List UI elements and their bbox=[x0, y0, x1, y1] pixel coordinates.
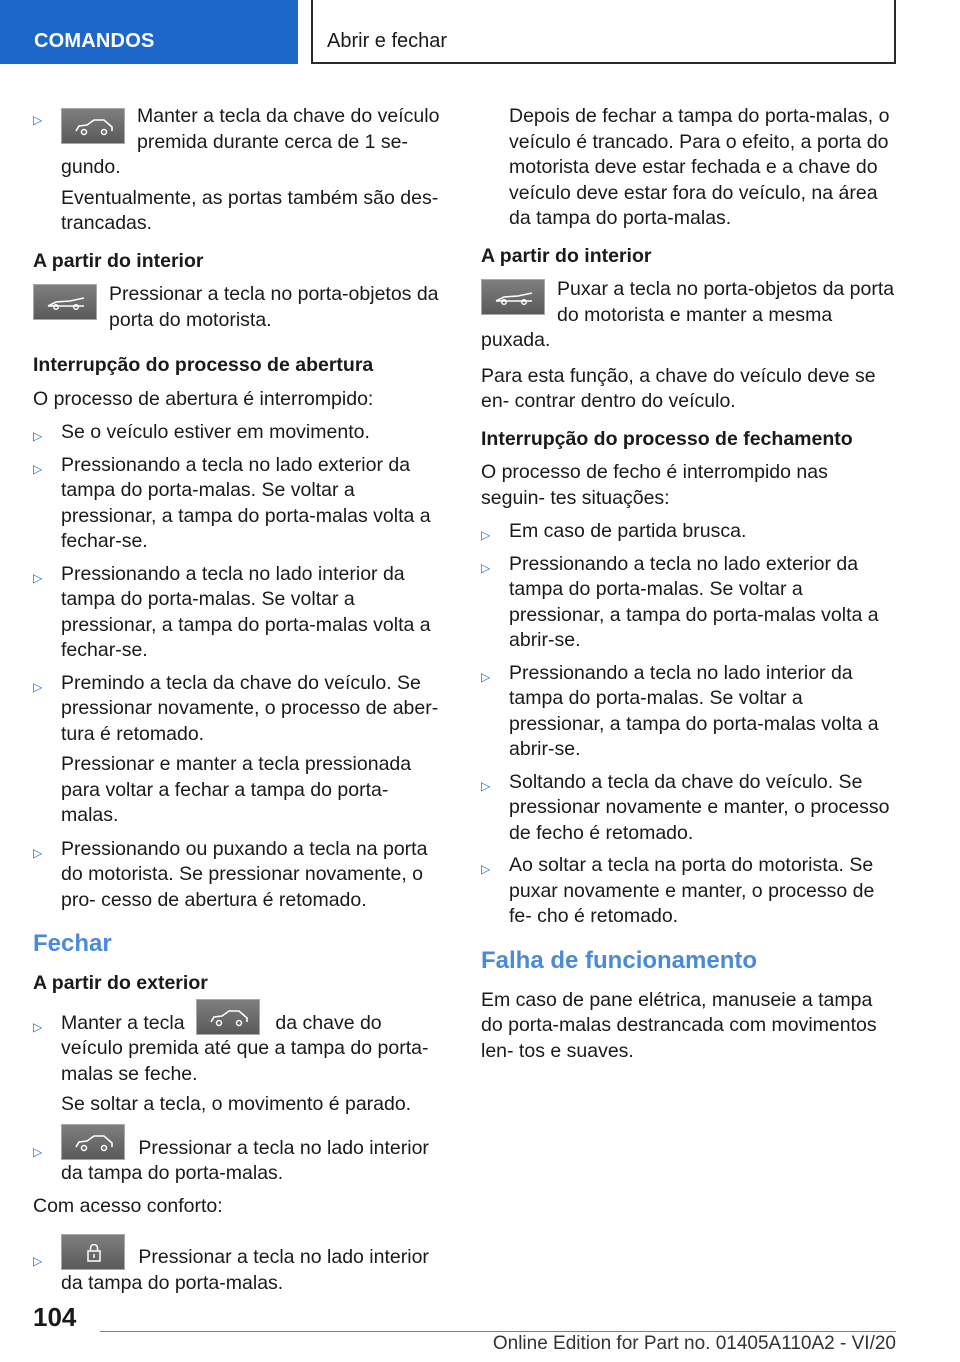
subheading: A partir do interior bbox=[481, 244, 652, 267]
body-text: Com acesso conforto: bbox=[33, 1194, 223, 1217]
body-text: Premindo a tecla da chave do veículo. Se pressionar novamente, o processo de aber- tura é retomado. bbox=[61, 671, 439, 745]
list-item bbox=[481, 770, 896, 847]
body-text: Soltando a tecla da chave do veículo. Se pressionar novamente e manter, o processo de fecho é retomado. bbox=[509, 770, 890, 844]
body-text: Pressionando a tecla no lado interior da tampa do porta-malas. Se voltar a pressionar, a tampa do porta-malas volta a abrir-se. bbox=[509, 661, 879, 760]
subheading: A partir do exterior bbox=[33, 972, 208, 994]
triangle-bullet-icon: ▷ bbox=[33, 845, 43, 860]
header-chapter: Abrir e fechar bbox=[311, 0, 896, 64]
body-text: O processo de fecho é interrompido nas seguin- tes situações: bbox=[481, 461, 828, 509]
interior-instruction bbox=[33, 282, 445, 333]
interior-instruction bbox=[481, 277, 896, 354]
body-text: Pressionar a tecla no lado interior da tampa do porta-malas. bbox=[61, 1246, 429, 1294]
subheading: Interrupção do processo de abertura bbox=[33, 354, 374, 376]
car-trunk-icon bbox=[33, 284, 97, 320]
body-text: Manter a tecla da chave do veículo premida durante cerca de 1 se- gundo. bbox=[61, 105, 440, 178]
list-item bbox=[33, 420, 445, 446]
triangle-bullet-icon: ▷ bbox=[33, 113, 43, 127]
list-item bbox=[33, 104, 445, 181]
footer-edition: Online Edition for Part no. 01405A110A2 - VI/20 bbox=[492, 1333, 896, 1354]
note-text: Eventualmente, as portas também são des- trancadas. bbox=[61, 186, 439, 234]
list-item bbox=[33, 1136, 445, 1187]
list-item bbox=[33, 1245, 445, 1296]
body-text: Pressionando a tecla no lado exterior da tampa do porta-malas. Se voltar a pressionar, a tampa do porta-malas volta a fechar-se. bbox=[61, 453, 431, 552]
car-trunk-icon bbox=[61, 1124, 125, 1160]
subheading: A partir do interior bbox=[33, 249, 204, 272]
body-text: Pressionando a tecla no lado interior da tampa do porta-malas. Se voltar a pressionar, a tampa do porta-malas volta a fechar-se. bbox=[61, 562, 431, 661]
body-text: da chave do veículo premida até que a tampa do porta-malas se feche. bbox=[61, 1011, 429, 1085]
list-item bbox=[481, 661, 896, 763]
body-text: Manter a tecla bbox=[61, 1011, 185, 1034]
list-item bbox=[33, 1011, 445, 1088]
car-trunk-icon bbox=[196, 999, 260, 1035]
header-section: COMANDOS bbox=[0, 0, 298, 64]
body-text: Pressionar a tecla no porta-objetos da porta do motorista. bbox=[109, 283, 439, 331]
triangle-bullet-icon: ▷ bbox=[33, 679, 43, 694]
triangle-bullet-icon: ▷ bbox=[481, 669, 491, 684]
body-text: Para esta função, a chave do veículo deve se en- contrar dentro do veículo. bbox=[481, 364, 876, 412]
list-item bbox=[33, 562, 445, 664]
triangle-bullet-icon: ▷ bbox=[481, 528, 491, 542]
lock-icon bbox=[61, 1234, 125, 1270]
list-item bbox=[481, 853, 896, 930]
triangle-bullet-icon: ▷ bbox=[33, 1254, 43, 1268]
page-number: 104 bbox=[33, 1302, 77, 1332]
triangle-bullet-icon: ▷ bbox=[481, 778, 491, 793]
triangle-bullet-icon: ▷ bbox=[481, 862, 491, 876]
triangle-bullet-icon: ▷ bbox=[33, 570, 43, 585]
list-item bbox=[33, 453, 445, 555]
section-heading: Falha de funcionamento bbox=[481, 946, 758, 974]
body-text: Pressionando a tecla no lado exterior da tampa do porta-malas. Se voltar a pressionar, a tampa do porta-malas volta a abrir-se. bbox=[509, 552, 879, 651]
triangle-bullet-icon: ▷ bbox=[33, 1144, 43, 1159]
triangle-bullet-icon: ▷ bbox=[481, 560, 491, 575]
car-trunk-icon bbox=[61, 108, 125, 144]
note-text: Se soltar a tecla, o movimento é parado. bbox=[61, 1093, 412, 1115]
triangle-bullet-icon: ▷ bbox=[33, 461, 43, 476]
body-text: Ao soltar a tecla na porta do motorista. Se puxar novamente e manter, o processo de fe- cho é retomado. bbox=[509, 854, 875, 927]
body-text: Pressionando ou puxando a tecla na porta do motorista. Se pressionar novamente, o pro- cesso de abertura é retomado. bbox=[61, 837, 428, 911]
car-trunk-icon bbox=[481, 279, 545, 315]
section-heading: Fechar bbox=[33, 930, 112, 957]
body-text: Puxar a tecla no porta-objetos da porta do motorista e manter a mesma puxada. bbox=[481, 278, 895, 351]
body-text: O processo de abertura é interrompido: bbox=[33, 387, 374, 410]
right-column bbox=[481, 104, 896, 1072]
body-text: Pressionar a tecla no lado interior da tampa do porta-malas. bbox=[61, 1136, 429, 1184]
body-text: Depois de fechar a tampa do porta-malas, o veículo é trancado. Para o efeito, a porta do motorista deve estar fechada e a chave do veículo deve estar fora do veículo, na área da tampa do porta-malas. bbox=[509, 105, 890, 229]
left-column bbox=[33, 104, 445, 1303]
list-item bbox=[33, 837, 445, 914]
note-text: Pressionar e manter a tecla pressionada para voltar a fechar a tampa do porta-malas. bbox=[61, 753, 412, 826]
triangle-bullet-icon: ▷ bbox=[33, 1019, 43, 1034]
body-text: Se o veículo estiver em movimento. bbox=[61, 421, 370, 443]
list-item bbox=[33, 671, 445, 748]
list-item bbox=[481, 552, 896, 654]
body-text: Em caso de pane elétrica, manuseie a tampa do porta-malas destrancada com movimentos len- tos e suaves. bbox=[481, 988, 877, 1062]
list-item bbox=[481, 519, 896, 545]
subheading: Interrupção do processo de fechamento bbox=[481, 427, 853, 450]
triangle-bullet-icon: ▷ bbox=[33, 429, 43, 443]
body-text: Em caso de partida brusca. bbox=[509, 520, 747, 542]
footer-divider bbox=[100, 1331, 896, 1332]
